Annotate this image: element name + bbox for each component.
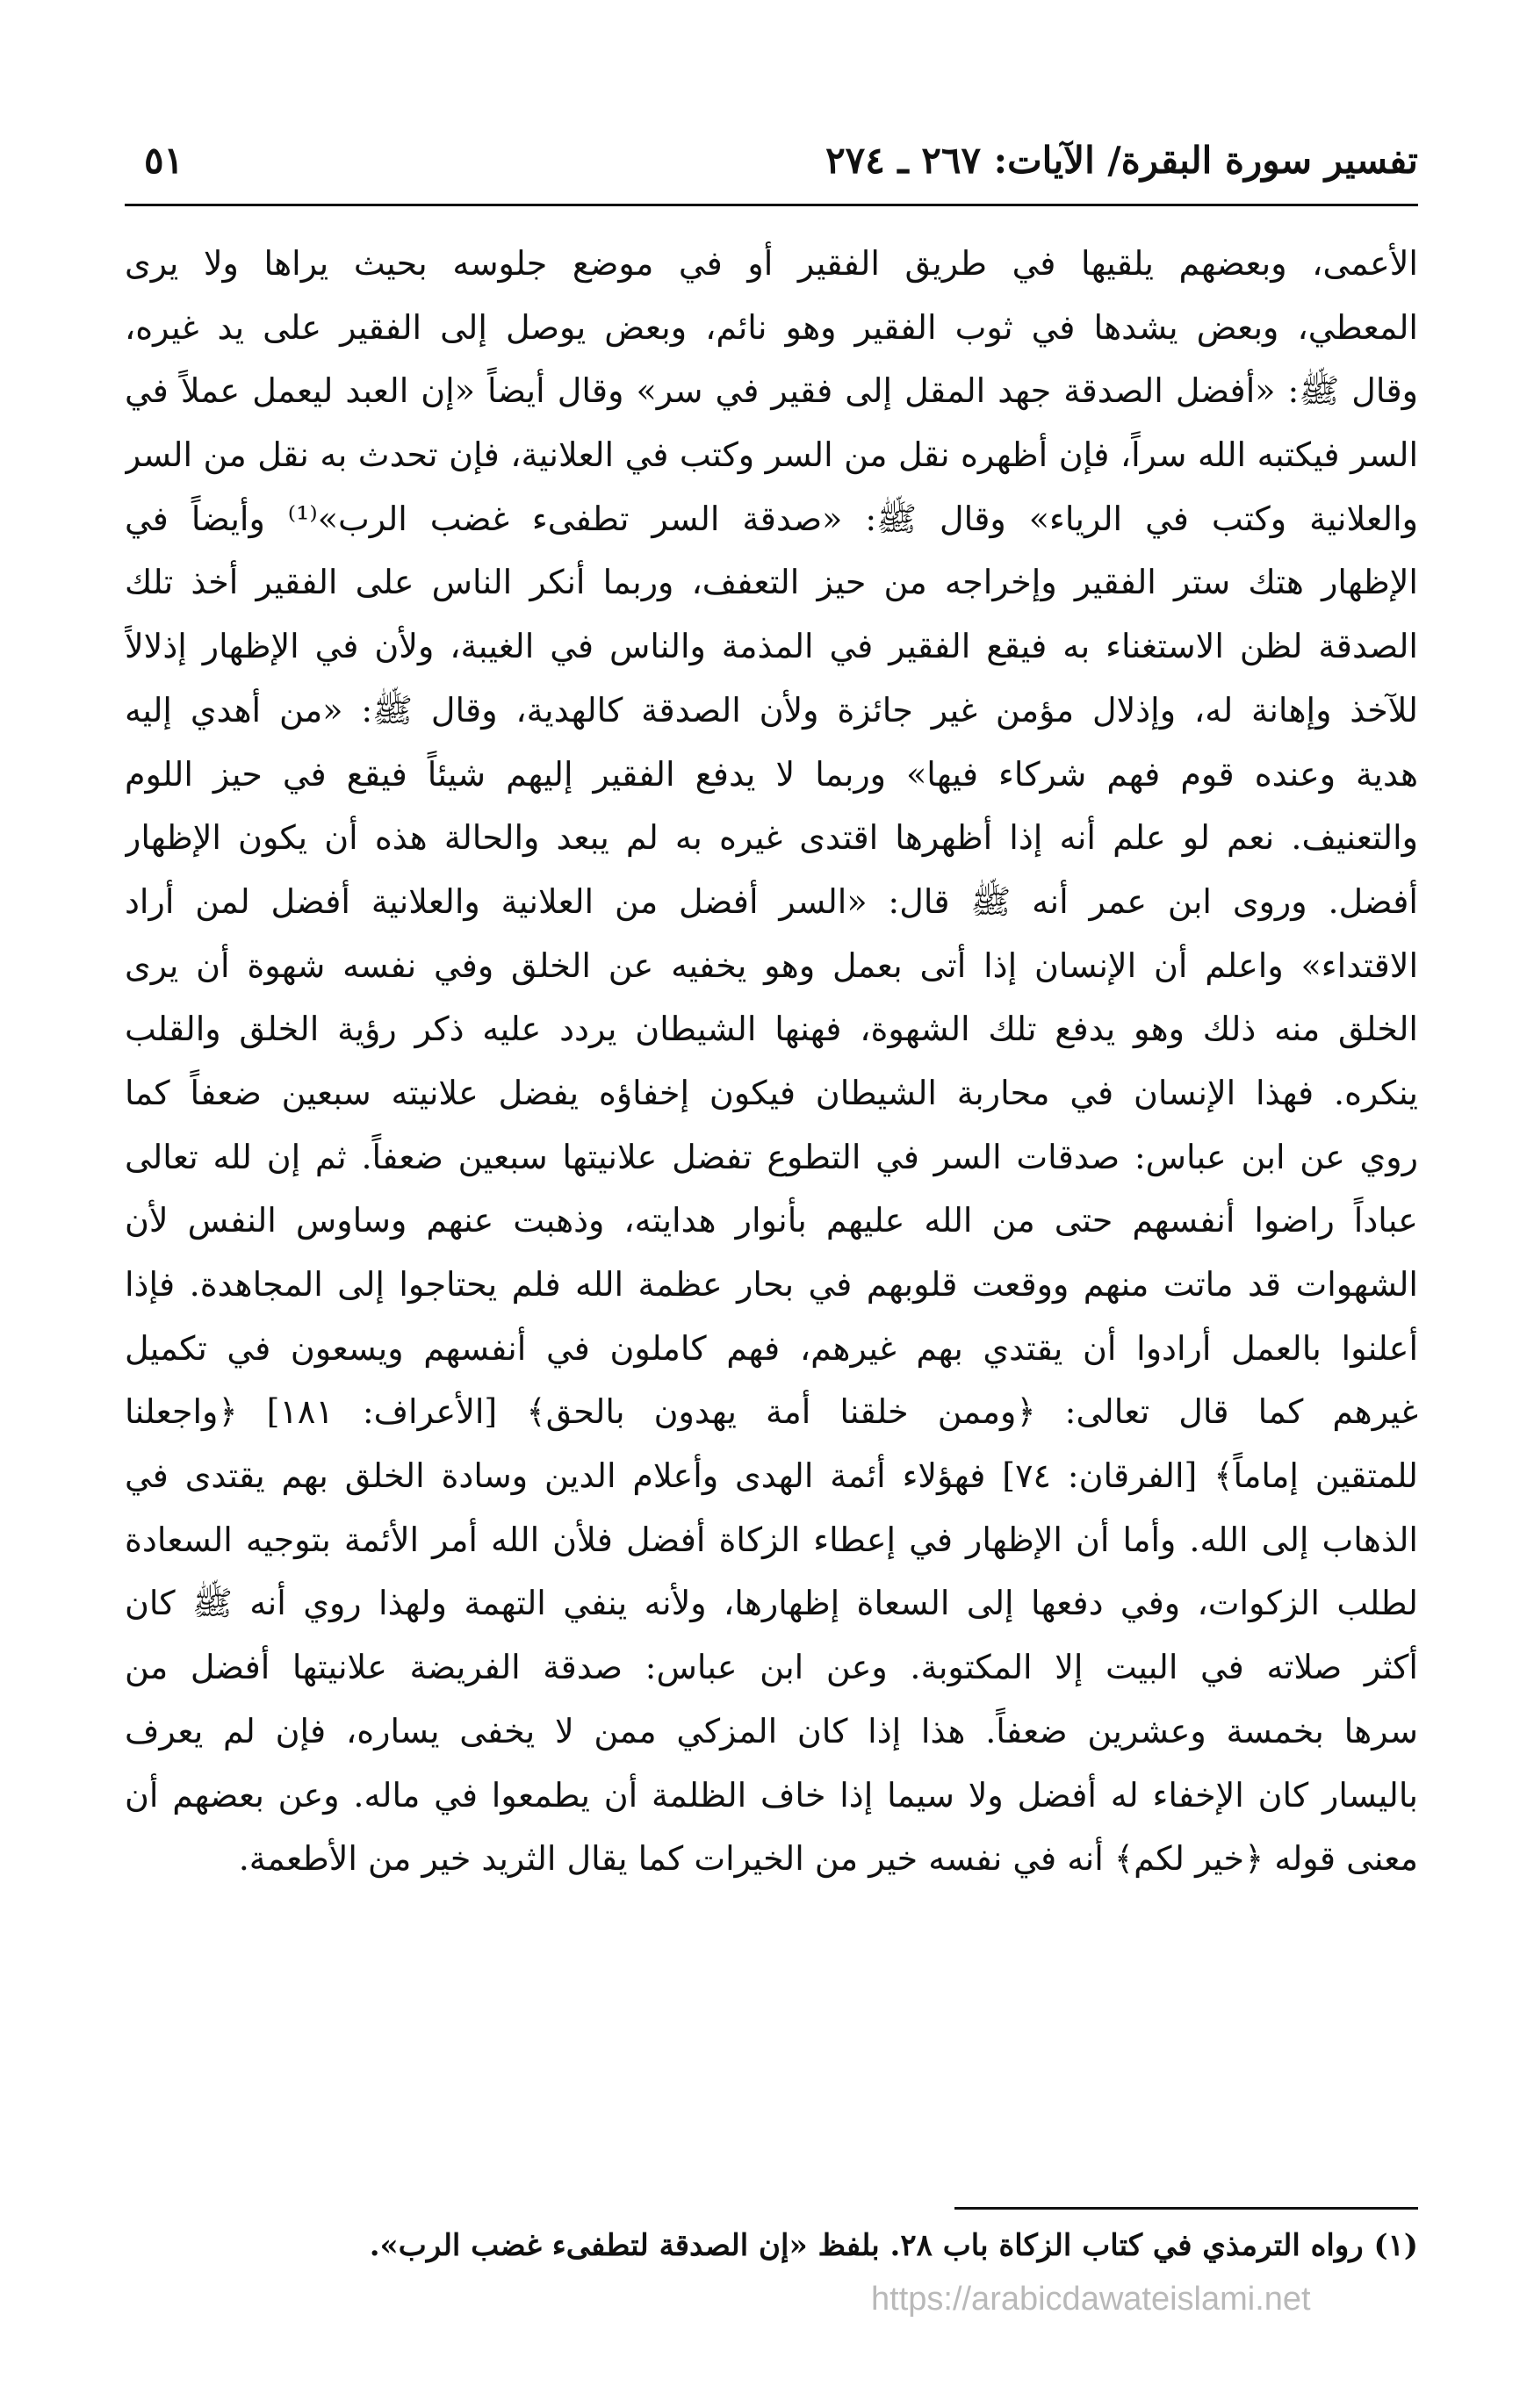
- text-line: روي عن ابن عباس: صدقات السر في التطوع تفضل علانيتها سبعين ضعفاً. ثم إن لله تعالى: [125, 1137, 1418, 1176]
- text-line: عباداً راضوا أنفسهم حتى من الله عليهم بأنوار هدايته، وذهبت عنهم وساوس النفس لأن: [125, 1201, 1418, 1240]
- text-line: غيرهم كما قال تعالى: ﴿وممن خلقنا أمة يهدون بالحق﴾ [الأعراف: ١٨١] ﴿واجعلنا: [125, 1392, 1418, 1432]
- text-line: الشهوات قد ماتت منهم ووقعت قلوبهم في بحار عظمة الله فلم يحتاجوا إلى المجاهدة. فإذا: [125, 1265, 1418, 1304]
- page-header: [125, 139, 1418, 191]
- footnote: (١) رواه الترمذي في كتاب الزكاة باب ٢٨. بلفظ «إن الصدقة لتطفىء غضب الرب».: [369, 2228, 1418, 2263]
- text-line: هدية وعنده قوم فهم شركاء فيها» وربما لا يدفع الفقير إليهم شيئاً فيقع في حيز اللوم: [125, 754, 1418, 794]
- text-line: للآخذ وإهانة له، وإذلال مؤمن غير جائزة ولأن الصدقة كالهدية، وقال ﷺ: «من أهدي إليه: [125, 690, 1418, 730]
- header-rule: [125, 204, 1418, 206]
- page-number: ٥١: [144, 139, 184, 182]
- text-line: سرها بخمسة وعشرين ضعفاً. هذا إذا كان المزكي ممن لا يخفى يساره، فإن لم يعرف: [125, 1711, 1418, 1750]
- text-line: أكثر صلاته في البيت إلا المكتوبة. وعن ابن عباس: صدقة الفريضة علانيتها أفضل من: [125, 1648, 1418, 1687]
- text-line: الذهاب إلى الله. وأما أن الإظهار في إعطاء الزكاة أفضل فلأن الله أمر الأئمة بتوجيه السعادة: [125, 1520, 1418, 1559]
- text-line: الخلق منه ذلك وهو يدفع تلك الشهوة، فهنها الشيطان يردد عليه ذكر رؤية الخلق والقلب: [125, 1010, 1418, 1049]
- text-line: الإظهار هتك ستر الفقير وإخراجه من حيز التعفف، وربما أنكر الناس على الفقير أخذ تلك: [125, 563, 1418, 602]
- text-line: السر فيكتبه الله سراً، فإن أظهره نقل من السر وكتب في العلانية، فإن تحدث به نقل من السر: [125, 435, 1418, 475]
- running-title: تفسير سورة البقرة/ الآيات: ٢٦٧ ـ ٢٧٤: [825, 139, 1418, 182]
- text-line: باليسار كان الإخفاء له أفضل ولا سيما إذا خاف الظلمة أن يطمعوا في ماله. وعن بعضهم أن: [125, 1775, 1418, 1815]
- text-line: أفضل. وروى ابن عمر أنه ﷺ قال: «السر أفضل من العلانية والعلانية أفضل لمن أراد: [125, 881, 1418, 921]
- text-line: والعلانية وكتب في الرياء» وقال ﷺ: «صدقة السر تطفىء غضب الرب»⁽¹⁾ وأيضاً في: [125, 499, 1418, 538]
- text-line: الأعمى، وبعضهم يلقيها في طريق الفقير أو في موضع جلوسه بحيث يراها ولا يرى: [125, 244, 1418, 283]
- text-line: وقال ﷺ: «أفضل الصدقة جهد المقل إلى فقير في سر» وقال أيضاً «إن العبد ليعمل عملاً في: [125, 371, 1418, 411]
- text-line: الاقتداء» واعلم أن الإنسان إذا أتى بعمل وهو يخفيه عن الخلق وفي نفسه شهوة أن يرى: [125, 945, 1418, 985]
- text-line: ينكره. فهذا الإنسان في محاربة الشيطان فيكون إخفاؤه يفضل علانيته سبعين ضعفاً كما: [125, 1073, 1418, 1112]
- text-line: الصدقة لظن الاستغناء به فيقع الفقير في المذمة والناس في الغيبة، ولأن في الإظهار إذلالاً: [125, 627, 1418, 666]
- text-line: والتعنيف. نعم لو علم أنه إذا أظهرها اقتدى غيره به لم يبعد والحالة هذه أن يكون الإظهار: [125, 818, 1418, 858]
- text-line: معنى قوله ﴿خير لكم﴾ أنه في نفسه خير من الخيرات كما يقال الثريد خير من الأطعمة.: [238, 1839, 1418, 1879]
- footnote-rule: [954, 2207, 1418, 2210]
- text-line: أعلنوا بالعمل أرادوا أن يقتدي بهم غيرهم، فهم كاملون في أنفسهم ويسعون في تكميل: [125, 1328, 1418, 1368]
- text-line: للمتقين إماماً﴾ [الفرقان: ٧٤] فهؤلاء أئمة الهدى وأعلام الدين وسادة الخلق بهم يقتدى في: [125, 1456, 1418, 1496]
- text-line: لطلب الزكوات، وفي دفعها إلى السعاة إظهارها، ولأنه ينفي التهمة ولهذا روي أنه ﷺ كان: [125, 1584, 1418, 1623]
- watermark-url: https://arabicdawateislami.net: [871, 2281, 1311, 2318]
- text-line: المعطي، وبعض يشدها في ثوب الفقير وهو نائم، وبعض يوصل إلى الفقير على يد غيره،: [125, 307, 1418, 347]
- body-text: [125, 232, 1418, 1891]
